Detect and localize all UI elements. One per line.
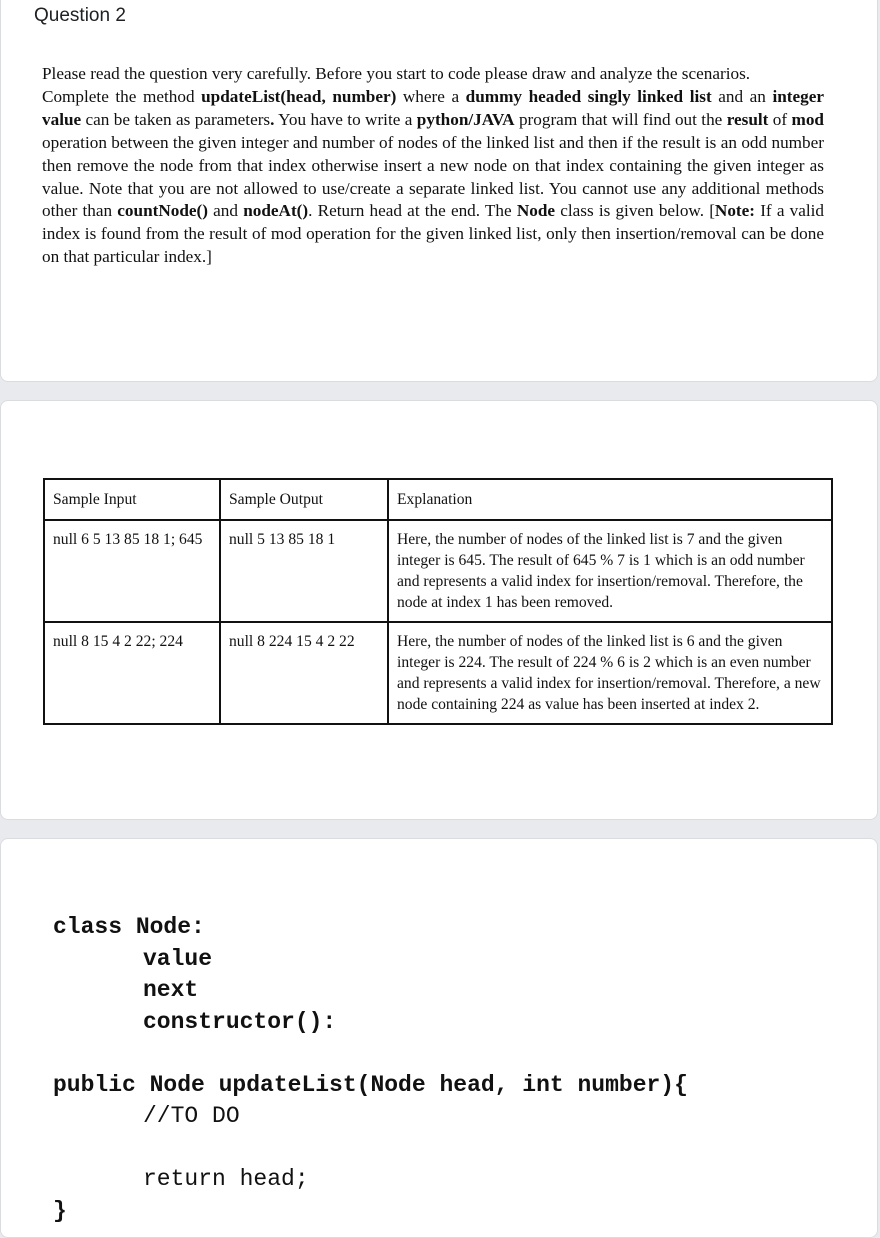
problem-paragraph <box>42 86 824 269</box>
code-field-next: next <box>143 977 199 1003</box>
code-blank-line <box>53 1038 688 1070</box>
text-span: where a <box>396 86 466 106</box>
text-span: of <box>768 109 792 129</box>
instruction-paragraph: Please read the question very carefully. Before you start to code please draw and analyze the scenarios. <box>42 64 751 83</box>
header-sample-output: Sample Output <box>220 479 388 520</box>
bold-span: integer value <box>42 86 824 129</box>
question-card <box>0 0 878 382</box>
text-span: If a valid index is found from the result of mod operation for the given linked list, only then insertion/removal can be done on that particular index.] <box>42 201 824 267</box>
text-span: operation between the given integer and number of nodes of the linked list and then if the result is an odd number then remove the node from that index otherwise insert a new node on that index containing the given integer as value. Note that you are not allowed to use/create a separate linked list. You cannot use any additional methods other than <box>42 132 824 221</box>
bold-span: result <box>726 109 769 129</box>
code-method-signature: public Node updateList(Node head, int number){ <box>53 1071 688 1098</box>
code-constructor: constructor(): <box>143 1008 337 1035</box>
header-explanation: Explanation <box>388 479 832 520</box>
bold-span: . <box>270 109 275 129</box>
bold-span: python/JAVA <box>416 109 515 129</box>
text-span: . Return head at the end. The <box>308 201 517 221</box>
table-row <box>44 622 832 724</box>
sample-output-cell: null 5 13 85 18 1 <box>220 520 388 622</box>
text-span: class is given below. [ <box>555 201 715 221</box>
code-blank-line <box>53 1133 688 1165</box>
sample-output-cell: null 8 224 15 4 2 22 <box>220 622 388 724</box>
table-header-row <box>44 479 832 520</box>
code-class-decl: class Node: <box>53 914 205 940</box>
code-return-statement: return head; <box>143 1166 309 1192</box>
bold-span: mod <box>791 109 824 129</box>
code-field-value: value <box>143 945 213 972</box>
bold-span: Note: <box>714 201 756 221</box>
bold-span: countNode() <box>117 201 208 221</box>
bold-span: nodeAt() <box>243 201 309 221</box>
text-span: can be taken as parameters <box>81 109 271 129</box>
bold-span: Node <box>516 201 556 221</box>
explanation-cell: Here, the number of nodes of the linked list is 7 and the given integer is 645. The result of 645 % 7 is 1 which is an odd number and represents a valid index for insertion/removal. Therefore, the node at index 1 has been removed. <box>388 520 832 622</box>
sample-table <box>43 478 833 725</box>
sample-input-cell: null 8 15 4 2 22; 224 <box>44 622 220 724</box>
text-span: Complete the method <box>42 86 202 106</box>
table-row <box>44 520 832 622</box>
text-span: program that will find out the <box>514 109 727 129</box>
bold-span: dummy headed singly linked list <box>465 86 712 106</box>
header-sample-input: Sample Input <box>44 479 220 520</box>
explanation-cell: Here, the number of nodes of the linked list is 6 and the given integer is 224. The result of 224 % 6 is 2 which is an even number and represents a valid index for insertion/removal. Therefore, a new node containing 224 as value has been inserted at index 2. <box>388 622 832 724</box>
code-block <box>53 912 688 1227</box>
text-span: and <box>208 201 244 221</box>
code-todo-comment: //TO DO <box>143 1103 240 1129</box>
question-title: Question 2 <box>34 5 126 26</box>
sample-input-cell: null 6 5 13 85 18 1; 645 <box>44 520 220 622</box>
code-closing-brace: } <box>53 1197 67 1224</box>
question-text <box>42 63 824 269</box>
text-span: and an <box>711 86 773 106</box>
bold-span: updateList(head, number) <box>201 86 397 106</box>
text-span: You have to write a <box>274 109 417 129</box>
